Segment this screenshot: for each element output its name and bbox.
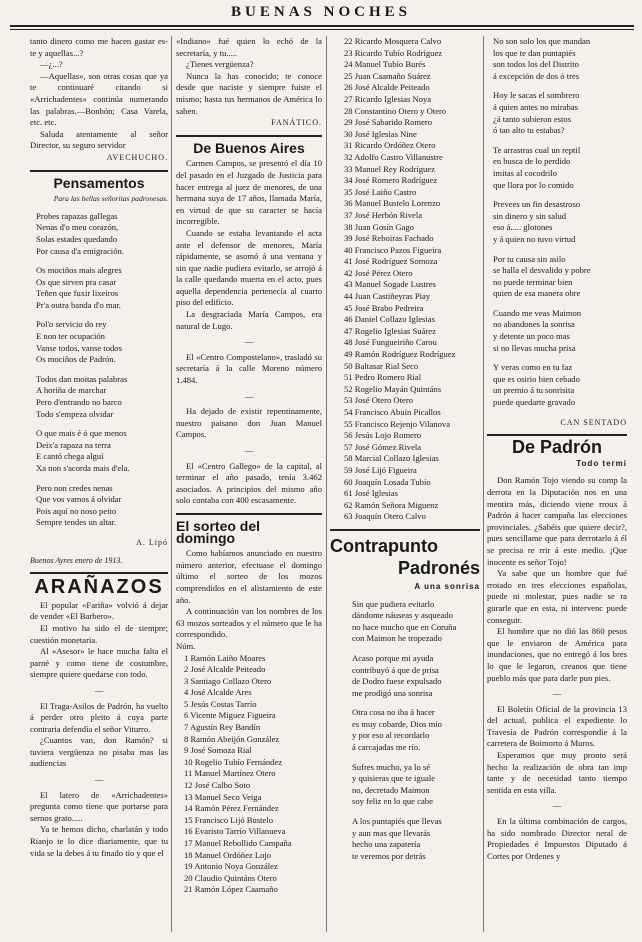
stanza (352, 762, 480, 808)
list-item: 32 Adolfo Castro Villanustre (344, 151, 443, 162)
list-item: 24 Manuel Tubío Burés (344, 59, 426, 70)
verse: Sin que pudiera evitarlo (352, 598, 435, 609)
column-3 (330, 36, 480, 934)
list-item: 8 Ramón Abeijón González (184, 733, 280, 744)
section-title-buenos-aires: De Buenos Aires (193, 139, 305, 156)
verse: E cantó chega alguí (36, 451, 104, 462)
body-text: ¿Tienes vergüenza? (186, 59, 254, 70)
verse: Sempre tendes un altar. (36, 517, 117, 528)
list-item: 35 José Laiño Castro (344, 186, 417, 197)
top-rule-thin (10, 29, 634, 30)
section-title-sorteo: El sorteo del domingo (176, 517, 261, 546)
verse: A los puntapiés que llevas (352, 816, 442, 827)
verse: hecho una zapatería (352, 839, 421, 850)
list-item: 17 Manuel Rebollido Campaña (184, 838, 292, 848)
body-text: El popular «Fariña» volvió á dejar de vender «El Barbero». (30, 599, 168, 622)
verse: Cuando me veas Maimon (493, 307, 582, 318)
verse: no puede terminar bien (493, 276, 573, 287)
list-item: 43 Manuel Sogade Lustres (344, 279, 436, 290)
stanza (493, 145, 627, 191)
verse: los que te dan puntapiés (493, 47, 576, 58)
body-text: Ya te hemos dicho, charlatán y todo Rianjo te lo dice diariamente, que tu vida se la debes á tu finado tío y que el (30, 824, 168, 858)
verse: y quisieras que te iguale (352, 773, 436, 784)
list-item: 26 José Alcalde Peiteado (344, 82, 430, 93)
list-item: 47 Rogelio Iglesias Suárez (344, 325, 436, 336)
stanza (493, 199, 627, 245)
verse: me prodigó una sonrisa (352, 687, 433, 698)
column-divider (326, 36, 327, 932)
verse: Teñen que fuxir lixeiros (36, 288, 119, 299)
verse: contribuyó á que de prisa (352, 664, 439, 675)
list-item: 52 Rogelio Mayán Quintáns (344, 383, 442, 394)
list-item: 13 Manuel Seco Veiga (184, 791, 262, 802)
stanza (352, 816, 480, 862)
section-rule (176, 135, 322, 137)
list-item: 51 Pedro Romero Rial (344, 372, 422, 383)
verse: Y veras como en tu faz (493, 362, 573, 373)
list-item: 6 Vicente Miguez Figueira (184, 710, 276, 721)
list-item: 49 Ramón Rodríguez Rodríguez (344, 349, 456, 360)
column-4 (487, 36, 627, 934)
dedication: Para las bellas señoritas padronesas. (53, 194, 168, 204)
masthead: BUENAS NOCHES (231, 4, 411, 20)
body-text: Esperamos que muy pronto será hecho la realización de obra tan imp tante y de necesidad tanto tiempo sentida en esta villa. (487, 750, 627, 795)
body-text: ¿Cuantos van, don Ramón? si tuviera vergüenza no pisaba mas las audiencias (30, 735, 168, 769)
verse: Probes rapazas gallegas (36, 210, 118, 221)
body-text: A continuación van los nombres de los 63 mozos sorteados y el número que le ha correspondido. (176, 606, 322, 640)
list-item: 45 José Brabo Pedreira (344, 302, 424, 313)
verse: Todo s'empeza olvidar (36, 408, 114, 419)
list-item: 3 Santiago Collazo Otero (184, 675, 272, 686)
list-item: 50 Baltasar Rial Seco (344, 360, 419, 371)
separator: — (94, 684, 104, 695)
stanza (493, 36, 627, 82)
section-subtitle: A una sonrisa (414, 581, 480, 591)
body-text: Ha dejado de existir repentinamente, nuestro paisano don Juan Manuel Campos. (176, 406, 322, 440)
verse: á carcajadas me río. (352, 742, 421, 753)
stanza (493, 308, 627, 354)
list-item: 29 José Sabarido Romero (344, 117, 433, 128)
list-item: 48 José Fungueiriño Carou (344, 337, 437, 348)
section-title-pensamentos: Pensamentos (53, 174, 145, 191)
separator: — (94, 774, 104, 785)
list-header: Núm. (176, 640, 196, 651)
separator: — (244, 390, 254, 401)
list-item: 20 Claudio Quintáns Otero (184, 872, 277, 883)
stanza (493, 90, 627, 136)
verse: Sufres mucho, ya lo sé (352, 761, 431, 772)
body-text: El «Centro Gallego» de la capital, al terminar el año pasado, tenía 3.462 asociados. A principios del mismo año solo contaba con 400 escasamente. (176, 460, 322, 506)
verse: si no llevas mucha prisa (493, 342, 576, 353)
body-text: En la última combinación de cargos, ha sido nombrado Director neral de Propiedades é Impuestos Diputado á Cortes por Ordenes y (487, 816, 627, 861)
verse: y á quien no tuvo virtud (493, 233, 576, 244)
separator: — (244, 445, 254, 455)
verse: de Dodro fuese expulsado (352, 676, 442, 687)
column-2 (176, 36, 322, 934)
list-item: 46 Daniel Collazo Iglesias (344, 314, 435, 325)
list-item: 54 Francisco Abuín Picallos (344, 407, 441, 417)
list-item: 19 Antonio Noya González (184, 861, 278, 872)
verse: Xa non s'acorda mais d'ela. (36, 463, 130, 473)
body-text: Cuando se estaba levantando el acta ante el defensor de menores, María rápidamente, se asomó á una ventana y sin que nadie pudiera evitarlo, se arrojó á la calle quedando muerta en el acto, pues aquella dependencia pertenecía al cuarto piso del edificio. (176, 227, 322, 308)
list-item: 59 José Lijó Figueira (344, 464, 417, 475)
verse: Solas estades quedando (36, 233, 118, 244)
body-text: Nunca la has conocido; te conoce desde que naciste y siempre fuiste el mismo; hasta tus hermanos de América lo saben. (176, 70, 322, 116)
list-item: 58 Marcial Collazo Iglesias (344, 453, 439, 464)
list-item: 25 Juan Caamaño Suárez (344, 70, 431, 81)
verse: en busca de lo perdido (493, 156, 571, 167)
verse: Por tu causa sin asilo (493, 253, 566, 264)
name-list (176, 653, 322, 896)
poem-pensamentos (30, 211, 168, 529)
verse: no, decretado Maimon (352, 784, 430, 795)
list-item: 1 Ramón Laiño Moares (184, 652, 266, 663)
verse: Prevees un fin desastroso (493, 199, 581, 210)
list-item: 16 Evaristo Tarrío Villanueva (184, 826, 286, 837)
list-item: 39 José Reboiras Fachado (344, 233, 434, 244)
section-rule (30, 170, 168, 172)
separator: — (552, 688, 562, 699)
stanza (36, 211, 168, 257)
verse: á quien antes no mirabas (493, 101, 578, 112)
body-text: El motivo ha sido el de siempre; cuestión monetaria. (30, 622, 168, 645)
verse: Por causa d'a emigración. (36, 245, 124, 256)
body-text: La desgraciada María Campos, era natural de Lugo. (176, 309, 322, 331)
verse: O que mais é ó que menos (36, 428, 127, 439)
verse: que llora por lo comido (493, 179, 574, 190)
verse: ¿á tanto subieron estos (493, 113, 572, 124)
verse: Os que sirven pra casar (36, 276, 117, 287)
separator: — (552, 800, 562, 811)
list-item: 62 Ramón Señora Miguenz (344, 499, 439, 510)
verse: Pol'o servicio do rey (36, 319, 107, 330)
list-item: 12 José Calbo Soto (184, 780, 251, 791)
list-item: 5 Jesús Costas Tarrío (184, 698, 257, 709)
verse: Todos dan moitas palabras (36, 373, 128, 384)
section-rule (176, 513, 322, 515)
list-item: 40 Francisco Pazos Figueira (344, 244, 442, 255)
list-item: 37 José Herbón Rivela (344, 209, 423, 220)
verse: Nenas d'o meu corazón, (36, 222, 119, 233)
body-text: Al «Asesor» le hace mucha falta el parné y como tiene de costumbre, siempre quiere quedarse con todo. (30, 646, 168, 680)
verse: y aun mas que llevarás (352, 827, 431, 838)
verse: á excepción de dos ó tres (493, 70, 580, 81)
stanza (36, 265, 168, 311)
verse: E non ter ocupación (36, 331, 105, 342)
dateline: Buenos Ayres enero de 1913. (30, 555, 123, 565)
verse: te veremos por detrás (352, 850, 426, 861)
body-text: Saluda atentamente al señor Director, su seguro servidor (30, 128, 168, 151)
body-text: El Boletín Oficial de la provincia 13 del actual, publica el expediente lo Travesía de Padrón correspondie á la carretera de Boimorto á Muros. (487, 703, 627, 749)
verse: imitas al cocodrilo (493, 167, 557, 178)
verse: eso á..... glotones (493, 222, 553, 233)
stanza (36, 428, 168, 474)
body-text: Como habíamos anunciado en nuestro número anterior, efectuase el domingo último el sorteo de los mozos comprendidos en el alistamiento de este año. (176, 548, 322, 605)
verse: no hace mucho que en Coruña (352, 621, 457, 632)
verse: Otra cosa no iba á hacer (352, 707, 435, 718)
body-text: El «Centro Compostelano», trasladó su secretaría á la calle Moreno número 1.484. (176, 351, 322, 386)
body-text: tanto dinero como me hacen gastar es-te y aquellas...? (30, 36, 168, 58)
section-rule (330, 529, 480, 531)
body-text: El Traga-Asilos de Padrón, ha vuelto á perder otro pleito á cuya parte contraria defendía el señor Viturro. (30, 700, 168, 734)
list-item: 56 Jesús Lojo Romero (344, 430, 422, 441)
verse: Deix'a rapaza na terra (36, 439, 111, 450)
verse: Pr'a outra banda d'o mar. (36, 299, 121, 310)
list-item: 57 José Gómez Rivela (344, 441, 422, 452)
list-item: 31 Ricardo Ordóñez Otero (344, 140, 436, 151)
section-subtitle: Todo termi (576, 458, 627, 468)
verse: y por eso al recordarlo (352, 730, 430, 741)
verse: Que vos vamos á olvidar (36, 494, 122, 505)
body-text: «Indiano» fué quien lo echó de la secretaría, y tu..... (176, 36, 322, 58)
body-text: —Aquellas», son otras cosas que ya te continuaré citando si «Arrichadentes» continúa numerando las palabras.—Bonbón; Casa Varela, etc. etc. (30, 70, 168, 128)
stanza (493, 254, 627, 300)
verse: Acaso porque mi ayuda (352, 652, 434, 663)
body-text: —¿...? (40, 59, 63, 70)
verse: quien de esa manera obre (493, 288, 581, 299)
poem-contrapunto (330, 599, 480, 863)
list-item: 21 Ramón López Caamaño (184, 884, 278, 895)
list-item: 9 José Somoza Rial (184, 745, 252, 756)
verse: son todos los del Distrito (493, 59, 579, 70)
verse: soy feliz en lo que cabe (352, 796, 433, 807)
section-title-padron: De Padrón (511, 437, 603, 458)
verse: ó tan alto tu estabas? (493, 125, 565, 136)
section-title-padrones: Padronés (397, 557, 480, 578)
list-item: 61 José Iglesias (344, 488, 398, 499)
column-divider (171, 36, 172, 932)
list-item: 60 Joaquín Losada Tubío (344, 476, 431, 487)
list-item: 10 Rogelio Tubío Fernández (184, 756, 283, 767)
section-rule (487, 434, 627, 436)
list-item: 63 Joaquín Otero Calvo (344, 511, 426, 522)
verse: no abandones la sonrisa (493, 319, 575, 330)
body-text: Carmen Campos, se presentó el día 10 del pasado en el Juzgado de Justicia para hacer entrega al juez de menores, de una hermana suya de 17 años, llamada María, en virtud de que su caracter se hacía incorregible. (176, 158, 322, 227)
section-title-aranazos: ARAÑAZOS (34, 576, 164, 599)
stanza (352, 707, 480, 753)
signature: FANÁTICO. (271, 118, 322, 128)
list-item: 4 José Alcalde Ares (184, 687, 252, 698)
body-text: Ya sabe que un hombre que fué rrotado en tres elecciones españolas, puede ni molestar, pues nadie se ra gurarle que en esta, ni intervenc puede conseguir. (487, 568, 627, 625)
verse: con Maimon he tropezado (352, 633, 442, 644)
verse: sin dinero y sin salud (493, 210, 567, 221)
body-text: El latero de «Arrichadentes» pregunta como tiene que portarse para sernos grato..... (30, 789, 168, 823)
list-item: 22 Ricardo Mosquera Calvo (344, 36, 442, 46)
list-item: 36 Manuel Bustelo Lorenzo (344, 198, 441, 209)
verse: puede quedarte gravado (493, 397, 576, 408)
list-item: 15 Francisco Lijó Bustelo (184, 814, 274, 825)
list-item: 18 Manuel Ordóñez Lojo (184, 849, 272, 860)
section-rule (30, 572, 168, 574)
list-item: 30 José Iglesias Nine (344, 128, 417, 139)
verse: Pero non credes nenas (36, 482, 113, 493)
stanza (493, 362, 627, 408)
separator: — (244, 336, 254, 347)
section-title-contrapunto: Contrapunto (330, 535, 438, 556)
verse: un premio á tu sonrisita (493, 385, 575, 396)
verse: Te arrastras cual un reptil (493, 144, 581, 155)
list-item: 11 Manuel Martínez Otero (184, 768, 276, 779)
list-item: 38 Juan Gosín Gago (344, 221, 414, 232)
verse: No son solo los que mandan (493, 36, 591, 46)
verse: Os mociños mais alegres (36, 265, 122, 276)
signature: CAN SENTADO (560, 417, 627, 427)
list-item: 23 Ricardo Tubío Rodríguez (344, 47, 443, 58)
verse: que es osirio bien cebado (493, 373, 580, 384)
stanza (352, 599, 480, 645)
stanza (36, 483, 168, 529)
top-rule (10, 25, 634, 27)
verse: A horiña de marchar (36, 385, 107, 396)
list-item: 55 Francisco Rejenjo Vilanova (344, 418, 451, 429)
stanza (36, 374, 168, 420)
stanza (352, 653, 480, 699)
verse: Hoy le sacas el sombrero (493, 90, 580, 101)
verse: dándome náuseas y asqueado (352, 610, 453, 621)
body-text: El hombre que no dió las 860 pesos que le enviaron de América para inundaciones, que no entregó á los bres lo que le legaron, creanos que tiene pueblo más que para darle pun pies. (487, 626, 627, 683)
verse: Pois aquí no noso peito (36, 505, 117, 516)
verse: se halla el desvalido y pobre (493, 265, 591, 276)
list-item: 53 José Otero Otero (344, 395, 413, 406)
poem-contrapunto-cont (487, 36, 627, 409)
verse: es muy cobarde, Dios mío (352, 718, 442, 729)
list-item: 2 José Alcalde Peiteado (184, 664, 266, 675)
stanza (36, 319, 168, 365)
list-item: 34 José Romero Rodríguez (344, 175, 438, 186)
list-item: 28 Constantino Otero y Otero (344, 105, 447, 116)
list-item: 44 Juan Castiñeyras Piay (344, 291, 431, 302)
list-item: 7 Agustín Rey Bandín (184, 722, 261, 733)
verse: Pero d'entrando no barco (36, 397, 122, 408)
signature: AVECHUCHO. (106, 152, 168, 162)
verse: Os mociños de Padrón. (36, 354, 116, 365)
body-text: Don Ramón Tojo viendo su comp la derrota en la Diputación nos en una mentira más, diciendo viene rroux á Padrón á hacer campaña las elecciones provinciales. ¿Sabéis que quiere decir?, pues sencillame que para derrotarlo á él se precisa re rrir á este medio. ¡Que inocente es señor Tojo! (487, 475, 627, 567)
column-divider (483, 36, 484, 932)
list-item: 42 José Pérez Otero (344, 267, 413, 278)
signature: A. Lipó (136, 537, 168, 547)
verse: y detente un poco mas (493, 331, 570, 342)
list-item: 33 Manuel Rey Rodríguez (344, 163, 435, 174)
list-item: 27 Ricardo Iglesias Noya (344, 93, 432, 104)
verse: Vanse todos, vanse todos (36, 342, 122, 353)
name-list (330, 36, 480, 523)
column-1 (30, 36, 168, 934)
list-item: 14 Ramón Pérez Fernández (184, 803, 279, 814)
list-item: 41 José Rodríguez Somoza (344, 256, 438, 267)
